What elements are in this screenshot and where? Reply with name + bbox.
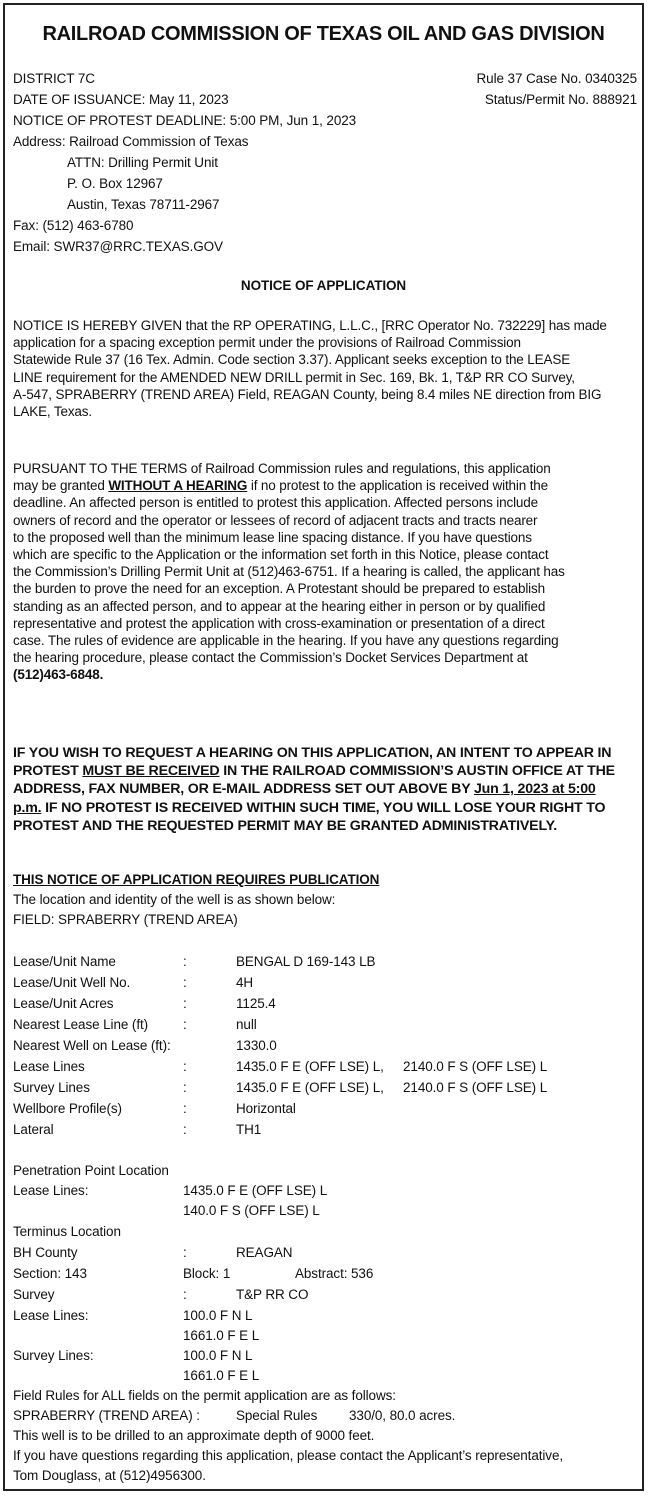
survey-label: Survey	[13, 1287, 55, 1302]
paragraph-line: LINE requirement for the AMENDED NEW DRILL permit in Sec. 169, Bk. 1, T&P RR CO Survey,	[13, 369, 575, 385]
table-sep: :	[183, 1059, 187, 1074]
paragraph-line: representative and protest the application with cross-examination or presentation of a direct	[13, 615, 545, 631]
paragraph-line: Statewide Rule 37 (16 Tex. Admin. Code section 3.37). Applicant seeks exception to the LEASE	[13, 352, 571, 368]
text-run: may be granted	[13, 478, 109, 494]
table-sep: :	[183, 1101, 187, 1116]
case-number: Rule 37 Case No. 0340325	[476, 71, 637, 86]
text-run: PROTEST	[13, 763, 83, 780]
table-label: Wellbore Profile(s)	[13, 1101, 122, 1116]
terminus-heading: Terminus Location	[13, 1224, 121, 1239]
table-sep: :	[183, 996, 187, 1011]
terminus-survey-line: 100.0 F N L	[183, 1348, 253, 1363]
deadline-emphasis: Jun 1, 2023 at 5:00	[473, 781, 596, 798]
table-sep: :	[183, 1017, 187, 1032]
notice-paragraph	[13, 317, 637, 420]
table-label: Lease/Unit Well No.	[13, 975, 131, 990]
table-value: 1435.0 F E (OFF LSE) L,	[236, 1080, 384, 1095]
paragraph-line: application for a spacing exception permit under the provisions of Railroad Commission	[13, 335, 521, 351]
notice-title: RAILROAD COMMISSION OF TEXAS OIL AND GAS DIVISION	[42, 23, 605, 45]
warning-line: IF YOU WISH TO REQUEST A HEARING ON THIS APPLICATION, AN INTENT TO APPEAR IN	[13, 745, 612, 761]
penetration-lease-label: Lease Lines:	[13, 1183, 89, 1198]
block-number: Block: 1	[183, 1266, 231, 1281]
warning-line	[13, 780, 641, 798]
terminus-lease-line: 100.0 F N L	[183, 1308, 253, 1323]
table-sep: :	[183, 1122, 187, 1137]
address-line: Austin, Texas 78711-2967	[67, 197, 220, 212]
pursuant-paragraph	[13, 460, 637, 684]
text-run: ADDRESS, FAX NUMBER, OR E-MAIL ADDRESS SET OUT ABOVE BY	[13, 781, 474, 798]
deadline-emphasis: p.m.	[13, 799, 42, 816]
paragraph-line: case. The rules of evidence are applicable in the hearing. If you have any questions regarding	[13, 633, 559, 649]
bh-county-label: BH County	[13, 1245, 78, 1260]
contact-line: Tom Douglass, at (512)4956300.	[13, 1468, 206, 1483]
survey-name: T&P RR CO	[236, 1287, 309, 1302]
paragraph-line: PURSUANT TO THE TERMS of Railroad Commission rules and regulations, this application	[13, 461, 551, 476]
permit-number: Status/Permit No. 888921	[484, 92, 637, 107]
paragraph-line: deadline. An affected person is entitled to protest this application. Affected persons include	[13, 495, 539, 511]
penetration-heading: Penetration Point Location	[13, 1163, 169, 1178]
field-rules: Field Rules for ALL fields on the permit application are as follows:	[13, 1388, 396, 1403]
docket-phone: (512)463-6848.	[13, 667, 104, 683]
fax-number: Fax: (512) 463-6780	[13, 218, 134, 233]
address-line: P. O. Box 12967	[67, 176, 163, 191]
email-address: Email: SWR37@RRC.TEXAS.GOV	[13, 239, 223, 254]
address-label: Address: Railroad Commission of Texas	[13, 134, 249, 149]
publication-intro: The location and identity of the well is as shown below:	[13, 892, 336, 907]
table-sep: :	[183, 1080, 187, 1095]
table-value: 1330.0	[236, 1038, 277, 1053]
table-value: null	[236, 1017, 257, 1032]
terminus-lease-line: 1661.0 F E L	[183, 1328, 260, 1343]
bh-county: REAGAN	[236, 1245, 293, 1260]
date-of-issuance: DATE OF ISSUANCE: May 11, 2023	[13, 92, 229, 107]
special-rules: Special Rules	[236, 1408, 318, 1423]
address-line: ATTN: Drilling Permit Unit	[67, 155, 218, 170]
warning-line	[13, 799, 641, 817]
warning-line: PROTEST AND THE REQUESTED PERMIT MAY BE GRANTED ADMINISTRATIVELY.	[13, 817, 558, 834]
text-run: IF NO PROTEST IS RECEIVED WITHIN SUCH TIME, YOU WILL LOSE YOUR RIGHT TO	[41, 799, 606, 816]
text-run: if no protest to the application is received within the	[247, 478, 549, 494]
table-label: Lateral	[13, 1122, 54, 1137]
without-hearing-emphasis: WITHOUT A HEARING	[108, 478, 248, 494]
table-sep: :	[183, 1287, 187, 1302]
terminus-survey-line: 1661.0 F E L	[183, 1368, 260, 1383]
table-value: 1125.4	[236, 996, 276, 1011]
district: DISTRICT 7C	[13, 71, 95, 86]
field-name: FIELD: SPRABERRY (TREND AREA)	[13, 912, 238, 927]
paragraph-line: which are specific to the Application or the information set forth in this Notice, please contact	[13, 547, 549, 563]
paragraph-line: standing as an affected person, and to appear at the hearing either in person or by qualified	[13, 598, 546, 614]
terminus-lease-label: Lease Lines:	[13, 1308, 89, 1323]
spraberry-label: SPRABERRY (TREND AREA) :	[13, 1408, 200, 1423]
table-value: Horizontal	[236, 1101, 296, 1116]
must-be-received-emphasis: MUST BE RECEIVED	[82, 763, 220, 780]
paragraph-line: the hearing procedure, please contact the Commission’s Docket Services Department at	[13, 650, 528, 666]
protest-warning	[13, 744, 641, 835]
abstract-number: Abstract: 536	[295, 1266, 374, 1281]
table-value: TH1	[236, 1122, 262, 1137]
table-sep: :	[183, 975, 187, 990]
table-label: Lease Lines	[13, 1059, 85, 1074]
protest-deadline: NOTICE OF PROTEST DEADLINE: 5:00 PM, Jun 1, 2023	[13, 113, 357, 128]
table-label: Survey Lines	[13, 1080, 90, 1095]
table-label: Lease/Unit Name	[13, 954, 116, 969]
legal-notice	[3, 3, 644, 1491]
table-sep: :	[183, 1245, 187, 1260]
section-number: Section: 143	[13, 1266, 87, 1281]
table-value-secondary: 2140.0 F S (OFF LSE) L	[403, 1080, 548, 1095]
penetration-line: 140.0 F S (OFF LSE) L	[183, 1203, 320, 1218]
contact-line: If you have questions regarding this application, please contact the Applicant’s representative,	[13, 1448, 564, 1463]
paragraph-line	[13, 477, 637, 494]
notice-heading: NOTICE OF APPLICATION	[240, 278, 407, 293]
publication-heading: THIS NOTICE OF APPLICATION REQUIRES PUBLICATION	[13, 872, 380, 887]
spacing-rule: 330/0, 80.0 acres.	[349, 1408, 456, 1423]
penetration-line: 1435.0 F E (OFF LSE) L	[183, 1183, 328, 1198]
table-label: Lease/Unit Acres	[13, 996, 114, 1011]
terminus-survey-label: Survey Lines:	[13, 1348, 94, 1363]
paragraph-line: owners of record and the operator or lessees of record of adjacent tracts and tracts nearer	[13, 512, 538, 528]
drill-depth: This well is to be drilled to an approximate depth of 9000 feet.	[13, 1428, 375, 1443]
table-label: Nearest Lease Line (ft)	[13, 1017, 149, 1032]
paragraph-line: to the proposed well than the minimum lease line spacing distance. If you have questions	[13, 529, 532, 545]
table-value-secondary: 2140.0 F S (OFF LSE) L	[403, 1059, 548, 1074]
paragraph-line: the burden to prove the need for an exception. A Protestant should be prepared to establish	[13, 581, 545, 597]
table-sep: :	[183, 954, 187, 969]
table-value: 1435.0 F E (OFF LSE) L,	[236, 1059, 384, 1074]
paragraph-line: NOTICE IS HEREBY GIVEN that the RP OPERATING, L.L.C., [RRC Operator No. 732229] has made	[13, 318, 607, 333]
paragraph-line: the Commission’s Drilling Permit Unit at (512)463-6751. If a hearing is called, the applicant has	[13, 564, 565, 580]
table-label: Nearest Well on Lease (ft):	[13, 1038, 171, 1053]
warning-line	[13, 762, 641, 780]
table-value: BENGAL D 169-143 LB	[236, 954, 376, 969]
paragraph-line: A-547, SPRABERRY (TREND AREA) Field, REAGAN County, being 8.4 miles NE direction from BIG	[13, 386, 602, 402]
text-run: IN THE RAILROAD COMMISSION’S AUSTIN OFFICE AT THE	[219, 763, 615, 780]
paragraph-line: LAKE, Texas.	[13, 404, 92, 420]
table-value: 4H	[236, 975, 254, 990]
